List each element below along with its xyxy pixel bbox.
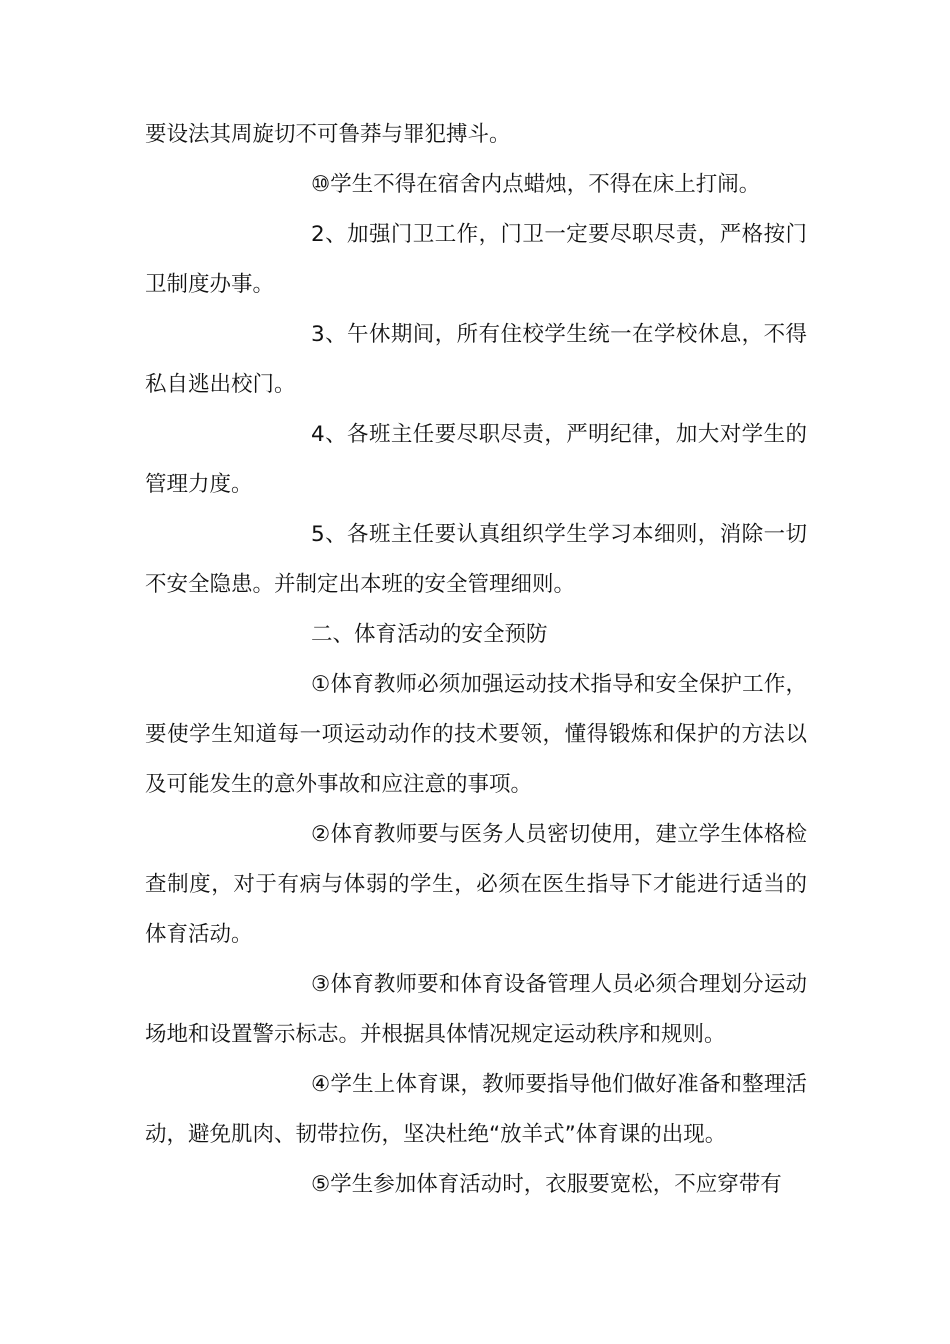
paragraph-sport-3: ③体育教师要和体育设备管理人员必须合理划分运动场地和设置警示标志。并根据具体情况规定运动秩序和规则。 (145, 972, 807, 1047)
paragraph-item-2: 2、加强门卫工作，门卫一定要尽职尽责，严格按门卫制度办事。 (145, 222, 807, 297)
paragraph-item-4: 4、各班主任要尽职尽责，严明纪律，加大对学生的管理力度。 (145, 422, 807, 497)
paragraph-sport-4: ④学生上体育课，教师要指导他们做好准备和整理活动，避免肌肉、韧带拉伤，坚决杜绝“放羊式”体育课的出现。 (145, 1072, 807, 1147)
paragraph-rule-10: ⑩学生不得在宿舍内点蜡烛，不得在床上打闹。 (311, 172, 761, 197)
paragraph-sport-2: ②体育教师要与医务人员密切使用，建立学生体格检查制度，对于有病与体弱的学生，必须在医生指导下才能进行适当的体育活动。 (145, 822, 807, 947)
section-heading: 二、体育活动的安全预防 (311, 622, 548, 647)
document-body (145, 110, 807, 1210)
paragraph-continuation: 要设法其周旋切不可鲁莽与罪犯搏斗。 (145, 122, 511, 147)
paragraph-sport-5: ⑤学生参加体育活动时，衣服要宽松，不应穿带有 (311, 1172, 782, 1197)
paragraph-item-3: 3、午休期间，所有住校学生统一在学校休息，不得私自逃出校门。 (145, 322, 807, 397)
paragraph-item-5: 5、各班主任要认真组织学生学习本细则，消除一切不安全隐患。并制定出本班的安全管理细则。 (145, 522, 807, 597)
paragraph-sport-1: ①体育教师必须加强运动技术指导和安全保护工作，要使学生知道每一项运动动作的技术要领，懂得锻炼和保护的方法以及可能发生的意外事故和应注意的事项。 (145, 672, 807, 797)
